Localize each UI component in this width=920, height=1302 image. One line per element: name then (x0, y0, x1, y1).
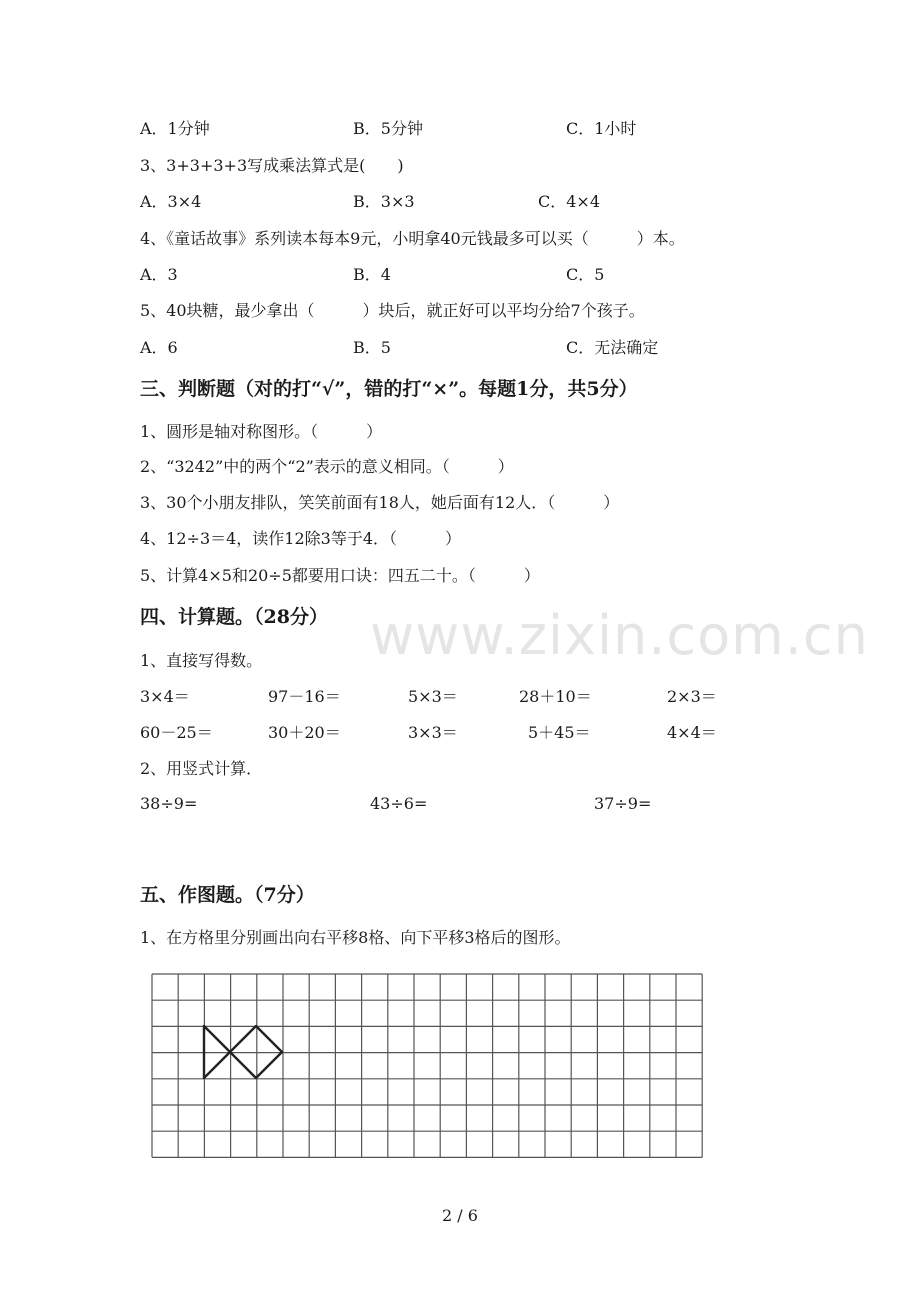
drawing-grid (150, 970, 706, 1162)
section4-sub2: 2、用竖式计算． (140, 759, 263, 778)
q4-option-b: B．4 (353, 265, 391, 284)
calc-r1-c3: 5×3＝ (408, 687, 458, 706)
section4-sub1: 1、直接写得数。 (140, 651, 263, 670)
q5-text: 5、40块糖，最少拿出（ ）块后，就正好可以平均分给7个孩子。 (140, 301, 645, 320)
section4-title: 四、计算题。（28分） (140, 606, 328, 628)
calc-r1-c1: 3×4＝ (140, 687, 190, 706)
q5-option-a: A．6 (140, 338, 178, 357)
q3-option-b: B．3×3 (353, 192, 415, 211)
q5-option-c: C．无法确定 (566, 338, 659, 357)
q3-text: 3、3+3+3+3写成乘法算式是( ) (140, 156, 404, 175)
section3-title: 三、判断题（对的打“√”，错的打“×”。每题1分，共5分） (140, 378, 638, 400)
q3-option-c: C．4×4 (538, 192, 601, 211)
q5-option-b: B．5 (353, 338, 391, 357)
calc-r2-c5: 4×4＝ (667, 723, 717, 742)
q2-option-b: B．5分钟 (353, 119, 423, 138)
q2-option-a: A．1分钟 (140, 119, 210, 138)
calc-r2-c2: 30＋20＝ (268, 723, 341, 742)
section3-item-2: 2、“3242”中的两个“2”表示的意义相同。（ ） (140, 457, 514, 476)
section3-item-4: 4、12÷3＝4，读作12除3等于4．（ ） (140, 529, 462, 548)
q2-option-c: C．1小时 (566, 119, 637, 138)
watermark: www.zixin.com.cn (370, 604, 869, 667)
calc-r1-c5: 2×3＝ (667, 687, 717, 706)
vertical-calc-3: 37÷9= (594, 794, 652, 813)
calc-r1-c2: 97－16＝ (268, 687, 341, 706)
page-number: 2 / 6 (442, 1206, 478, 1225)
q4-text: 4、《童话故事》系列读本每本9元，小明拿40元钱最多可以买（ ）本。 (140, 229, 685, 248)
q3-option-a: A．3×4 (140, 192, 202, 211)
section5-title: 五、作图题。（7分） (140, 884, 315, 906)
calc-r2-c4: 5＋45＝ (528, 723, 591, 742)
section5-sub1: 1、在方格里分别画出向右平移8格、向下平移3格后的图形。 (140, 928, 571, 947)
section3-item-5: 5、计算4×5和20÷5都要用口诀：四五二十。（ ） (140, 566, 540, 585)
calc-r1-c4: 28＋10＝ (519, 687, 592, 706)
q4-option-c: C．5 (566, 265, 605, 284)
q4-option-a: A．3 (140, 265, 178, 284)
vertical-calc-2: 43÷6= (370, 794, 428, 813)
section3-item-1: 1、圆形是轴对称图形。（ ） (140, 422, 383, 441)
calc-r2-c1: 60－25＝ (140, 723, 213, 742)
calc-r2-c3: 3×3＝ (408, 723, 458, 742)
section3-item-3: 3、30个小朋友排队，笑笑前面有18人，她后面有12人．（ ） (140, 493, 620, 512)
vertical-calc-1: 38÷9= (140, 794, 198, 813)
